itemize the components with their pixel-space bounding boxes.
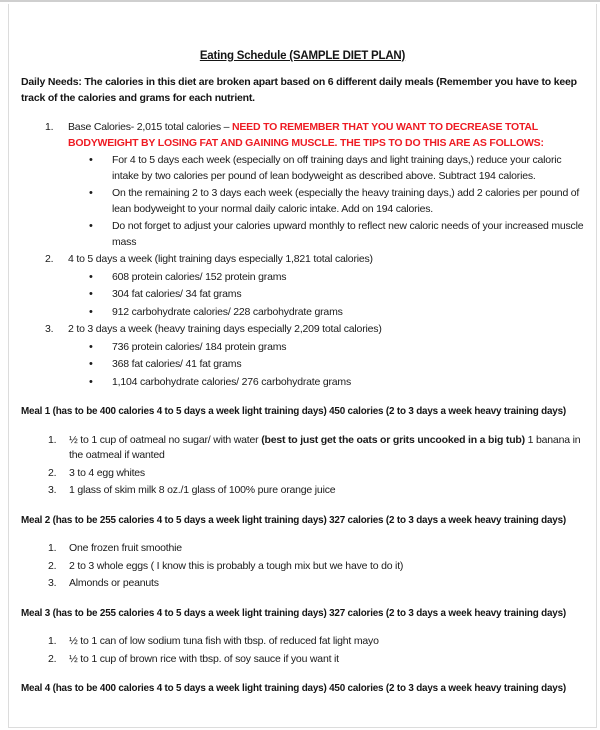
meal-item [21,634,584,650]
list-item-text: 4 to 5 days a week (light training days especially 1,821 total calories) [68,253,373,265]
bullet-item [21,186,584,217]
meal-item-text: ½ to 1 can of low sodium tuna fish with tbsp. of reduced fat light mayo [69,635,379,647]
bullet-text: 736 protein calories/ 184 protein grams [112,340,287,353]
meal-item-text: 2 to 3 whole eggs ( I know this is probably a tough mix but we have to do it) [69,559,404,572]
bullet-text: 368 fat calories/ 41 fat grams [112,358,242,370]
document-sheet [8,4,597,728]
meal-4-section [21,681,584,697]
bullet-text: 1,104 carbohydrate calories/ 276 carbohydrate grams [112,375,352,388]
bullet-item [21,287,584,303]
bullet-text: 912 carbohydrate calories/ 228 carbohydrate grams [112,305,343,318]
list-marker: 1. [48,542,57,554]
bullet-marker-icon [89,375,112,391]
intro-paragraph: Daily Needs: The calories in this diet are broken apart based on 6 different daily meals (Remember you have to keep track of the calories and grams for each nutrient. [21,76,577,104]
list-marker: 1. [48,433,57,446]
meal-item-text: ½ to 1 cup of brown rice with tbsp. of soy sauce if you want it [69,652,339,665]
item-text: ½ to 1 cup of oatmeal no sugar/ with water [69,433,262,446]
bullet-marker-icon [89,270,112,286]
bullet-marker-icon [89,186,112,202]
page-title: Eating Schedule (SAMPLE DIET PLAN) [199,50,406,62]
warning-text: NEED TO REMEMBER THAT YOU WANT TO DECREASE TOTAL BODYWEIGHT BY LOSING FAT AND GAINING MUSCLE. THE TIPS TO DO THIS ARE AS FOLLOWS: [68,121,544,149]
meal-item-text: One frozen fruit smoothie [69,542,182,554]
meal-item [21,576,584,592]
meal-item [21,483,584,499]
bullet-text: For 4 to 5 days each week (especially on off training days and light training days,) reduce your caloric intake by two calories per pound of lean bodyweight as described above. Subtract 194 calories. [112,154,562,182]
meal-2-heading: Meal 2 (has to be 255 calories 4 to 5 days a week light training days) 327 calories (2 to 3 days a week heavy training days) [21,513,567,526]
meal-item [21,433,584,464]
item-text: 1 banana in the oatmeal if wanted [69,433,581,461]
meal-item-text [69,433,584,464]
bullet-marker-icon [89,340,112,356]
meal-2-section [21,513,584,592]
meal-item-text: 1 glass of skim milk 8 oz./1 glass of 100% pure orange juice [69,484,336,496]
meal-item [21,541,584,557]
bullet-item [21,270,584,286]
bullet-item [21,219,584,250]
bullet-text: Do not forget to adjust your calories upward monthly to reflect new caloric needs of your increased muscle mass [112,220,584,248]
list-marker: 3. [48,577,57,589]
bullet-item [21,305,584,321]
list-item-text [68,120,584,151]
base-calories-text: Base Calories- 2,015 total calories – [68,121,232,133]
bullet-text: 608 protein calories/ 152 protein grams [112,270,287,283]
list-marker: 2. [48,652,57,665]
list-marker: 2. [48,559,57,572]
list-item-base-calories [21,120,584,151]
meal-item [21,652,584,668]
list-marker: 1. [45,121,54,133]
bullet-marker-icon [89,357,112,373]
bullet-item [21,153,584,184]
list-item-heavy-days [21,322,584,338]
item-text-bold: (best to just get the oats or grits uncooked in a big tub) [261,433,525,446]
meal-item-text: Almonds or peanuts [69,577,159,589]
list-marker: 2. [48,466,57,479]
bullet-marker-icon [89,219,112,235]
meal-4-heading: Meal 4 (has to be 400 calories 4 to 5 days a week light training days) 450 calories (2 to 3 days a week heavy training days) [21,682,567,694]
list-marker: 2. [45,253,54,265]
meal-3-heading: Meal 3 (has to be 255 calories 4 to 5 days a week light training days) 327 calories (2 to 3 days a week heavy training days) [21,606,567,619]
list-item-text: 2 to 3 days a week (heavy training days especially 2,209 total calories) [68,323,382,335]
bullet-item [21,375,584,391]
bullet-marker-icon [89,287,112,303]
bullet-text: 304 fat calories/ 34 fat grams [112,288,242,300]
bullet-item [21,357,584,373]
meal-3-section [21,606,584,668]
list-item-light-days [21,252,584,268]
meal-item [21,466,584,482]
bullet-text: On the remaining 2 to 3 days each week (especially the heavy training days,) add 2 calories per pound of lean bodyweight to your normal daily caloric intake. Add on 194 calories. [112,187,580,215]
list-marker: 3. [45,323,54,335]
list-marker: 1. [48,635,57,647]
bullet-marker-icon [89,305,112,321]
bullet-marker-icon [89,153,112,169]
meal-1-section [21,404,584,499]
bullet-item [21,340,584,356]
daily-needs-list [21,120,584,390]
list-marker: 3. [48,484,57,496]
meal-1-heading: Meal 1 (has to be 400 calories 4 to 5 days a week light training days) 450 calories (2 to 3 days a week heavy training days) [21,405,567,417]
meal-item-text: 3 to 4 egg whites [69,466,145,479]
meal-item [21,559,584,575]
